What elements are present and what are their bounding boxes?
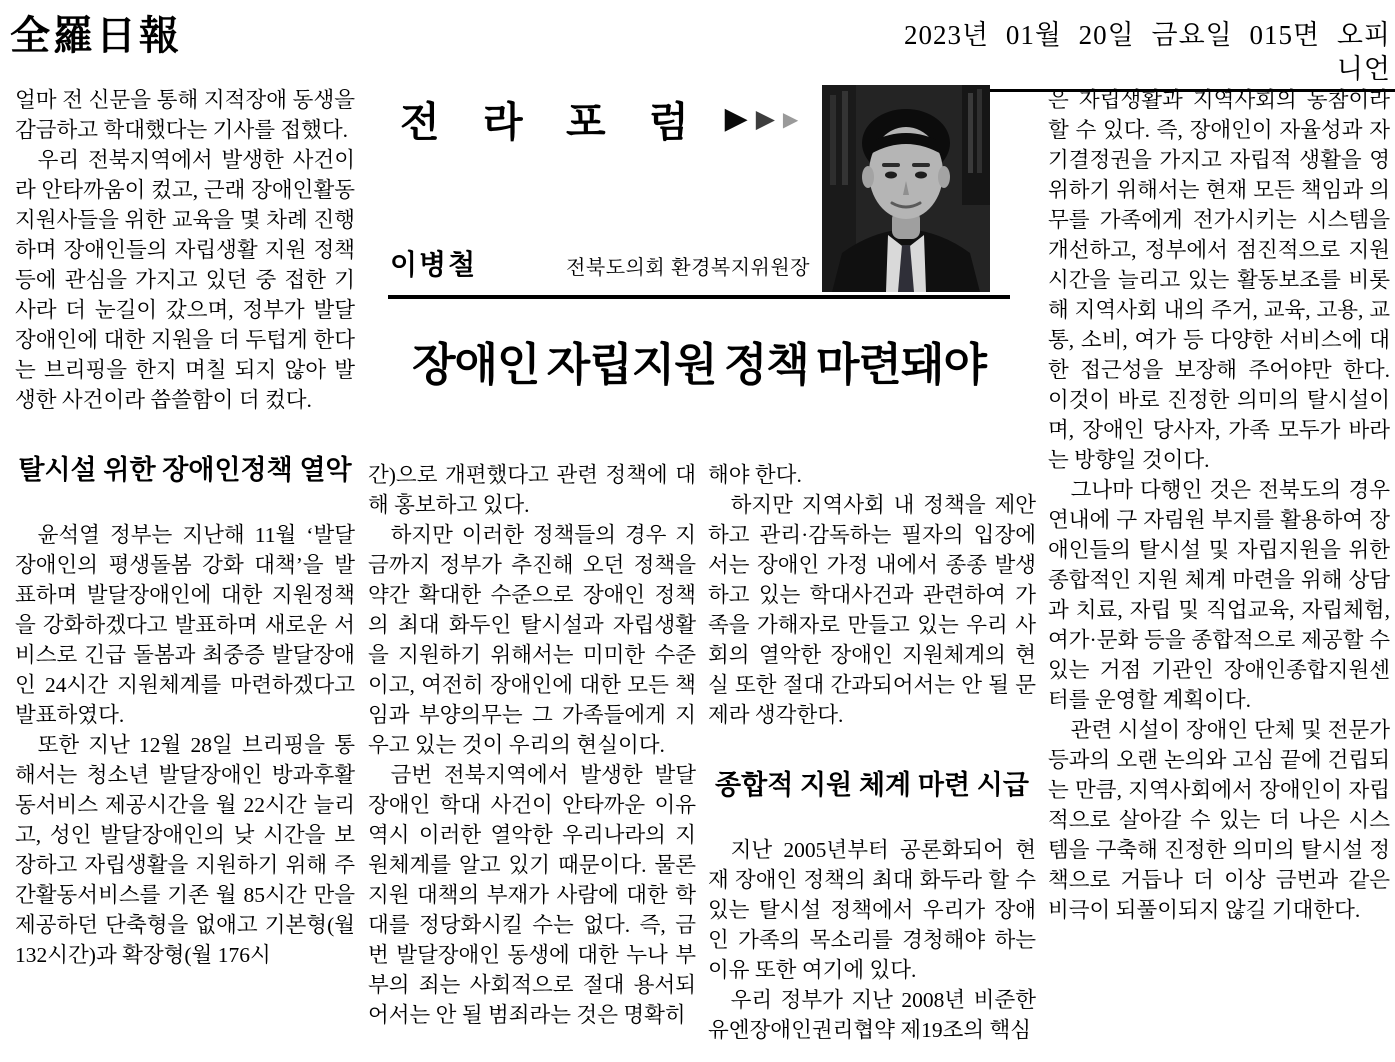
article-column-3 — [708, 460, 1036, 1062]
paragraph: 해야 한다. — [708, 463, 802, 487]
article-headline: 장애인 자립지원 정책 마련돼야 — [412, 340, 986, 390]
article-column-4 — [1048, 85, 1390, 1062]
forward-arrow-icon: ▶ — [782, 106, 799, 131]
subheading-deinstitutionalization: 탈시설 위한 장애인정책 열악 — [18, 455, 352, 485]
article-column-2 — [368, 460, 696, 1062]
divider-rule — [388, 295, 1010, 299]
byline — [390, 243, 810, 283]
paragraph: 간)으로 개편했다고 관련 정책에 대해 홍보하고 있다. — [368, 463, 696, 517]
forum-header-block — [388, 85, 1010, 295]
forward-arrow-icon: ▶ — [724, 100, 748, 136]
paragraph: 하지만 이러한 정책들의 경우 지금까지 정부가 추진해 오던 정책을 약간 확대한 수준으로 장애인 정책의 최대 화두인 탈시설과 자립생활을 지원하기 위해서는 미미한 수준이고, 여전히 장애인에 대한 모든 책임과 부양의무는 그 가족들에게 지우고 있는 것이 우리의 현실이다. — [368, 523, 696, 757]
author-photo — [822, 85, 990, 292]
paragraph: 우리 전북지역에서 발생한 사건이라 안타까움이 컸고, 근래 장애인활동지원사들을 위한 교육을 몇 차례 진행하며 장애인들의 자립생활 지원 정책 등에 관심을 가지고 있던 중 접한 기사라 더 눈길이 갔으며, 정부가 발달장애인에 대한 지원을 더 두텁게 한다는 브리핑을 한지 며칠 되지 않아 발생한 사건이라 씁쓸함이 더 컸다. — [15, 148, 355, 412]
dateline: 2023년 01월 20일 금요일 015면 오피니언 — [900, 18, 1395, 92]
paragraph: 우리 정부가 지난 2008년 비준한 유엔장애인권리협약 제19조의 핵심 — [708, 988, 1036, 1042]
section-title: 전 라 포 럼 — [400, 99, 705, 145]
paragraph: 관련 시설이 장애인 단체 및 전문가 등과의 오랜 논의와 고심 끝에 건립되는 만큼, 지역사회에서 장애인이 자립적으로 살아갈 수 있는 더 나은 시스템을 구축해 진정한 의미의 탈시설 정책으로 거듭나 더 이상 금번과 같은 비극이 되풀이되지 않길 기대한다. — [1048, 718, 1390, 922]
paragraph: 금번 전북지역에서 발생한 발달장애인 학대 사건이 안타까운 이유 역시 이러한 열악한 우리나라의 지원체계를 알고 있기 때문이다. 물론 지원 대책의 부재가 사람에 대한 학대를 정당화시킬 수는 없다. 즉, 금번 발달장애인 동생에 대한 누나 부부의 죄는 사회적으로 절대 용서되어서는 안 될 범죄라는 것은 명확히 — [368, 763, 696, 1027]
forward-arrow-icon: ▶ — [755, 104, 775, 133]
paragraph: 또한 지난 12월 28일 브리핑을 통해서는 청소년 발달장애인 방과후활동서비스 제공시간을 월 22시간 늘리고, 성인 발달장애인의 낮 시간을 보장하고 자립생활을 지원하기 위해 주간활동서비스를 기존 월 85시간 만을 제공하던 단축형을 없애고 기본형(월 132시간)과 확장형(월 176시 — [15, 733, 355, 967]
paragraph: 은 자립생활과 지역사회의 동참이라 할 수 있다. 즉, 장애인이 자율성과 자기결정권을 가지고 자립적 생활을 영위하기 위해서는 현재 모든 책임과 의무를 가족에게 전가시키는 시스템을 개선하고, 정부에서 점진적으로 지원시간을 늘리고 있는 활동보조를 비롯해 지역사회 내의 주거, 교육, 고용, 교통, 소비, 여가 등 다양한 서비스에 대한 접근성을 보장해 주어야만 한다. 이것이 바로 진정한 의미의 탈시설이며, 장애인 당사자, 가족 모두가 바라는 방향일 것이다. — [1048, 88, 1390, 472]
paragraph: 지난 2005년부터 공론화되어 현재 장애인 정책의 최대 화두라 할 수 있는 탈시설 정책에서 우리가 장애인 가족의 목소리를 경청해야 하는 이유 또한 여기에 있다. — [708, 838, 1036, 982]
paragraph: 그나마 다행인 것은 전북도의 경우 연내에 구 자림원 부지를 활용하여 장애인들의 탈시설 및 자립지원을 위한 종합적인 지원 체계 마련을 위해 상담과 치료, 자립 및 직업교육, 자립체험, 여가·문화 등을 종합적으로 제공할 수 있는 거점 기관인 장애인종합지원센터를 운영할 계획이다. — [1048, 478, 1390, 712]
paragraph: 얼마 전 신문을 통해 지적장애 동생을 감금하고 학대했다는 기사를 접했다. — [15, 88, 355, 142]
forum-arrows — [724, 100, 799, 136]
subheading-support-system: 종합적 지원 체계 마련 시급 — [715, 770, 1029, 800]
article-column-1 — [15, 85, 355, 1062]
paragraph: 하지만 지역사회 내 정책을 제안하고 관리·감독하는 필자의 입장에서는 장애인 가정 내에서 종종 발생하고 있는 학대사건과 관련하여 가족을 가해자로 만들고 있는 우리 사회의 열악한 장애인 지원체계의 현실 또한 절대 간과되어서는 안 될 문제라 생각한다. — [708, 493, 1036, 727]
author-name: 이병철 — [390, 249, 478, 280]
author-title: 전북도의회 환경복지위원장 — [566, 257, 810, 279]
paragraph: 윤석열 정부는 지난해 11월 ‘발달장애인의 평생돌봄 강화 대책’을 발표하며 발달장애인에 대한 지원정책을 강화하겠다고 발표하며 새로운 서비스로 긴급 돌봄과 최중증 발달장애인 24시간 지원체계를 마련하겠다고 발표하였다. — [15, 523, 355, 727]
newspaper-logo: 全羅日報 — [10, 12, 182, 59]
